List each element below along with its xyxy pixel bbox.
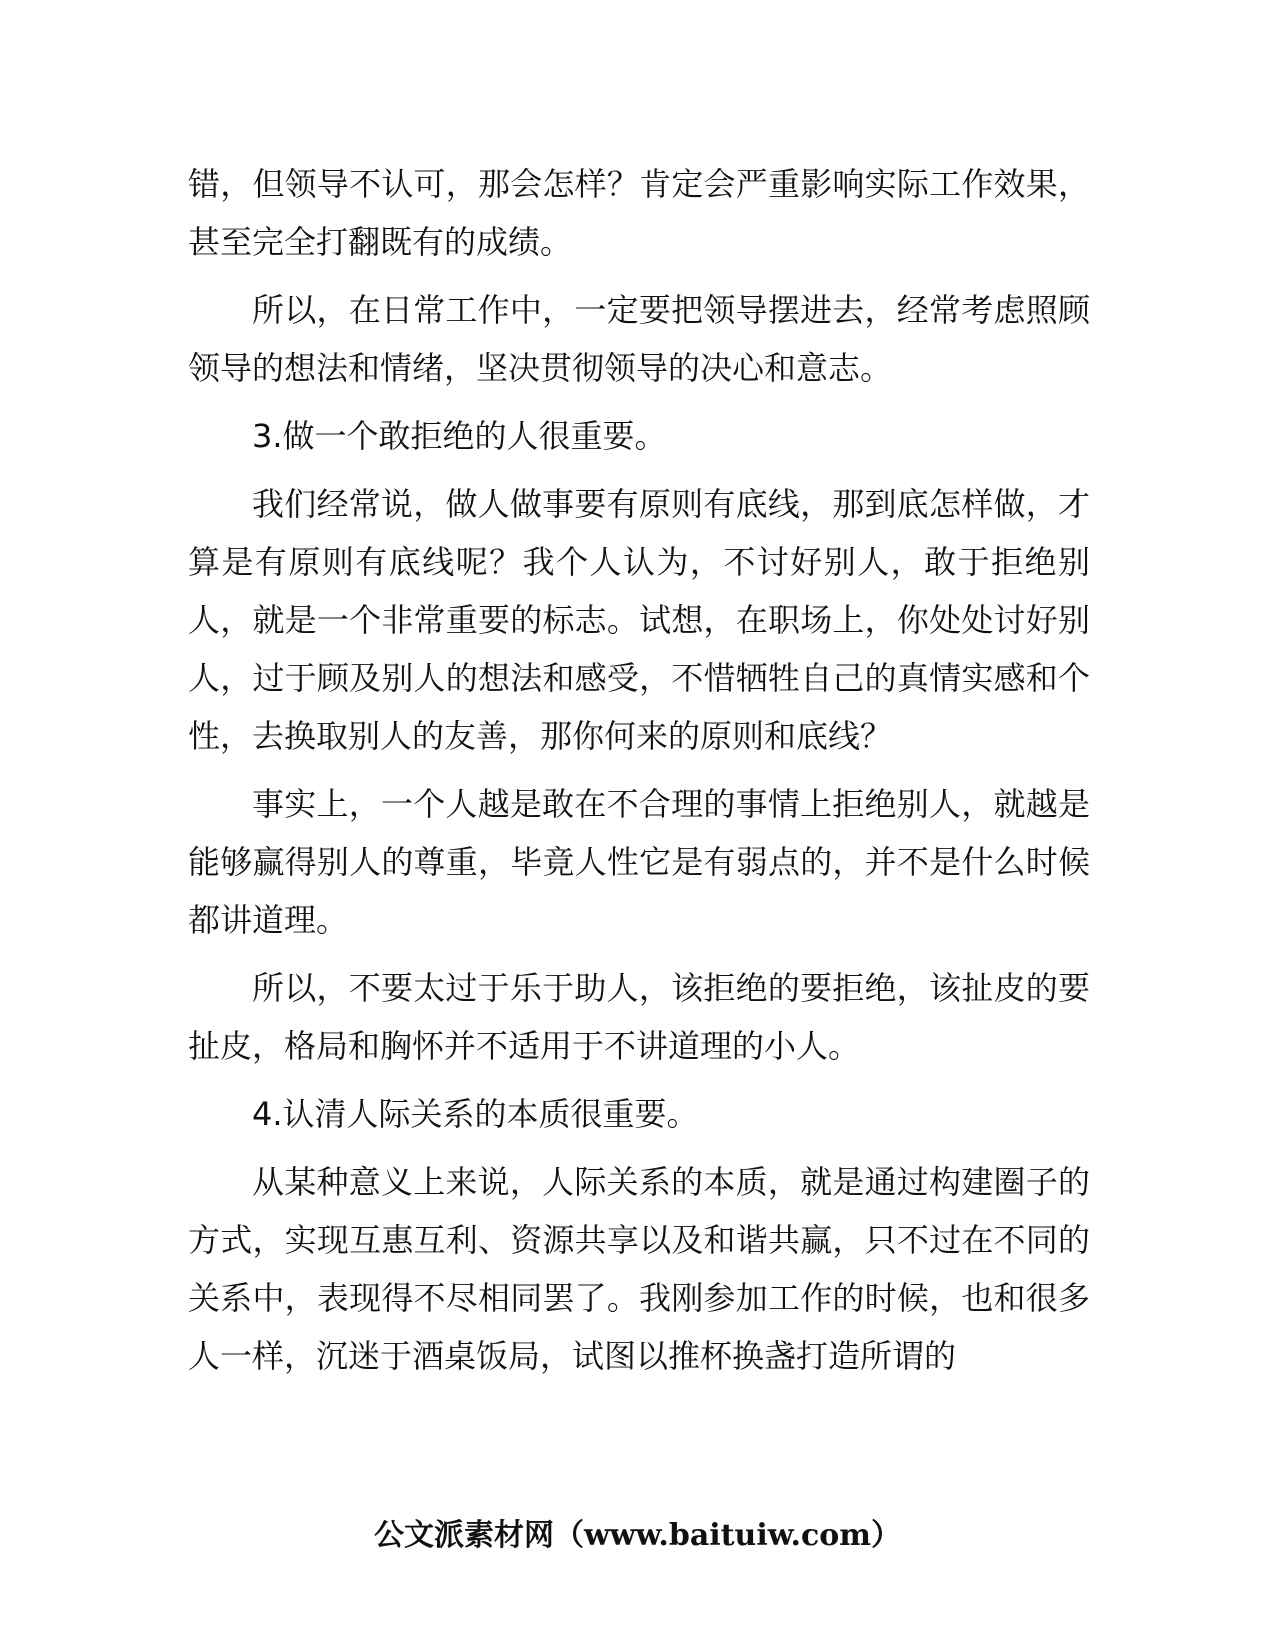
page-footer: 公文派素材网（www.baituiw.com） bbox=[373, 1518, 902, 1553]
section-heading-3: 3.做一个敢拒绝的人很重要。 bbox=[252, 417, 667, 455]
section-heading-4: 4.认清人际关系的本质很重要。 bbox=[252, 1095, 699, 1133]
paragraph-4: 我们经常说，做人做事要有原则有底线，那到底怎样做，才算是有原则有底线呢？我个人认为，不讨好别人，敢于拒绝别人，就是一个非常重要的标志。试想，在职场上，你处处讨好别人，过于顾及别人的想法和感受，不惜牺牲自己的真情实感和个性，去换取别人的友善，那你何来的原则和底线？ bbox=[188, 485, 1090, 755]
document-body bbox=[188, 155, 1090, 1395]
paragraph-1: 错，但领导不认可，那会怎样？肯定会严重影响实际工作效果，甚至完全打翻既有的成绩。 bbox=[188, 165, 1090, 261]
paragraph-8: 从某种意义上来说，人际关系的本质，就是通过构建圈子的方式，实现互惠互利、资源共享以及和谐共赢，只不过在不同的关系中，表现得不尽相同罢了。我刚参加工作的时候，也和很多人一样，沉迷于酒桌饭局，试图以推杯换盏打造所谓的 bbox=[188, 1163, 1090, 1375]
paragraph-5: 事实上，一个人越是敢在不合理的事情上拒绝别人，就越是能够赢得别人的尊重，毕竟人性它是有弱点的，并不是什么时候都讲道理。 bbox=[188, 785, 1090, 939]
paragraph-6: 所以，不要太过于乐于助人，该拒绝的要拒绝，该扯皮的要扯皮，格局和胸怀并不适用于不讲道理的小人。 bbox=[188, 969, 1090, 1065]
paragraph-2: 所以，在日常工作中，一定要把领导摆进去，经常考虑照顾领导的想法和情绪，坚决贯彻领导的决心和意志。 bbox=[188, 291, 1090, 387]
